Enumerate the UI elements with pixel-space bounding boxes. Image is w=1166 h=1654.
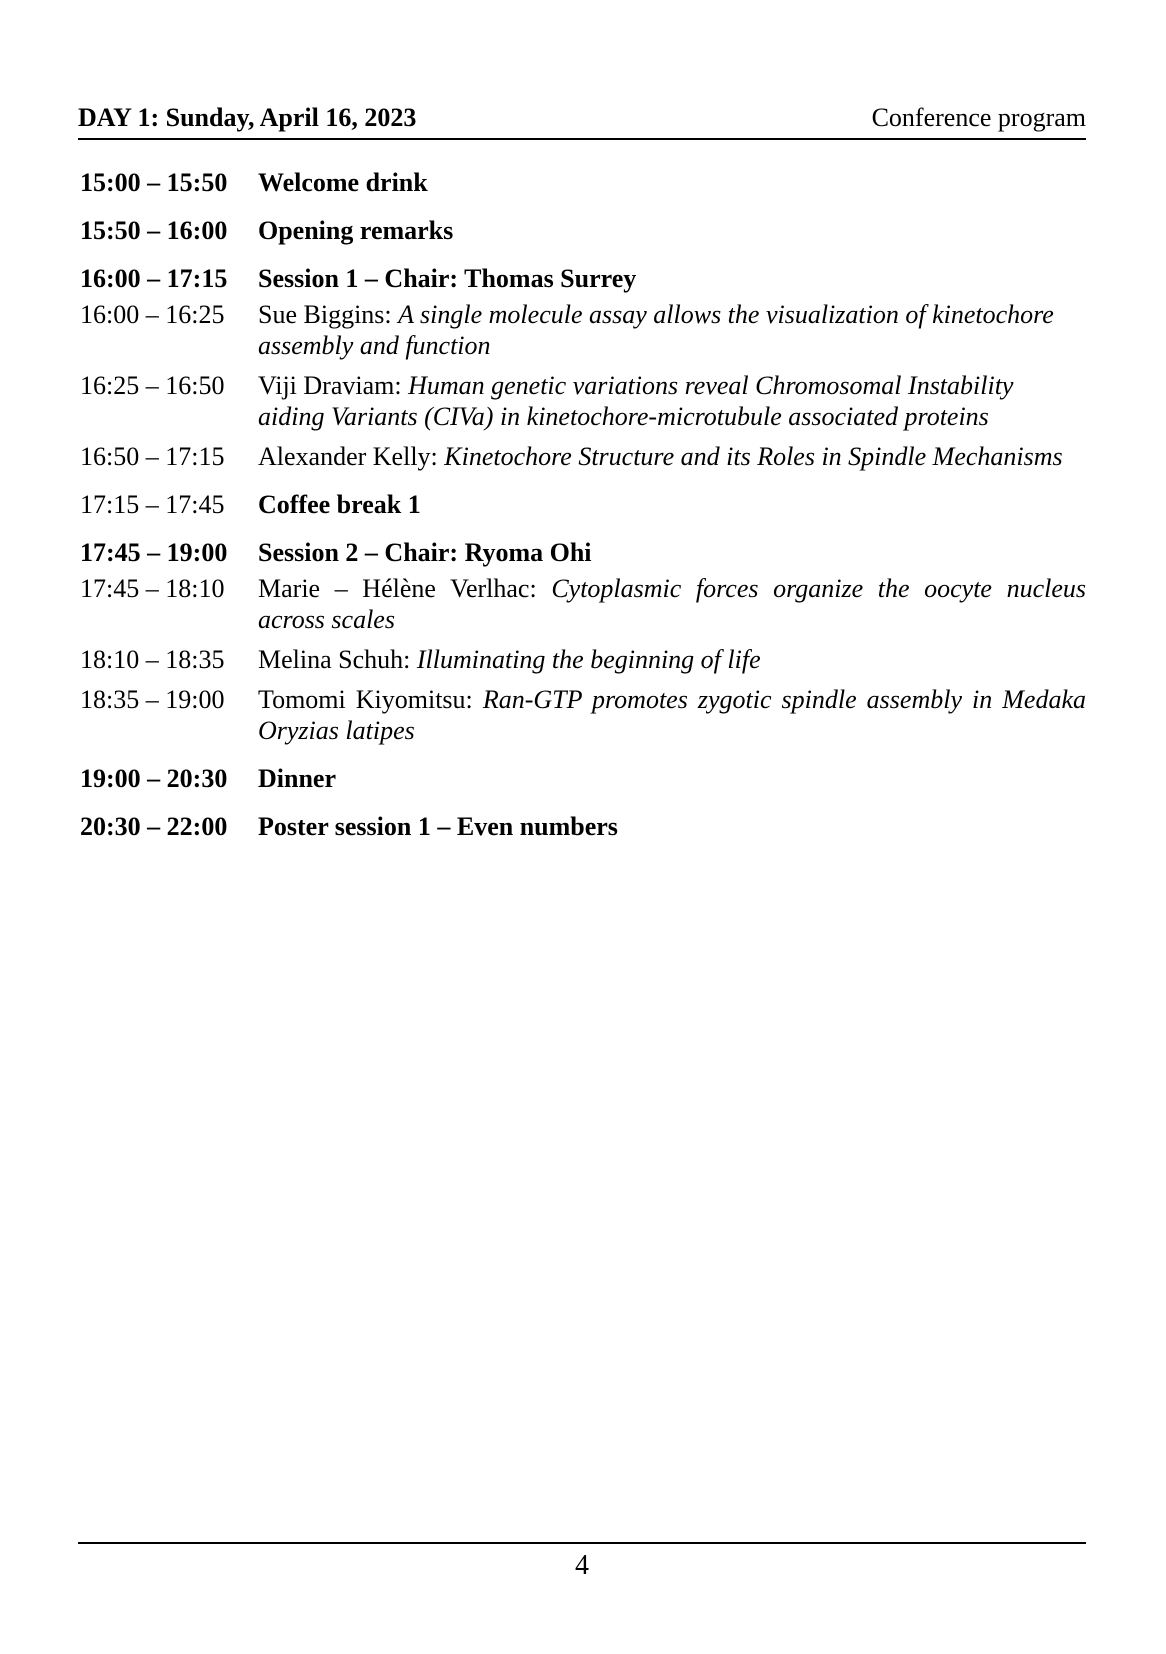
schedule-item-dinner [80, 763, 1086, 794]
talk-item [80, 644, 1086, 675]
talk-speaker: Melina Schuh: [258, 645, 411, 674]
talk-time: 17:45 – 18:10 [80, 574, 225, 603]
schedule-item-coffee-break [80, 489, 1086, 520]
talk-title: Ran-GTP promotes zygotic spindle assembly in Medaka Oryzias latipes [258, 685, 1087, 745]
schedule-time: 17:45 – 19:00 [80, 538, 228, 567]
talk-title: Human genetic variations reveal Chromosomal Instability aiding Variants (CIVa) in kinetochore-microtubule associated proteins [258, 371, 1014, 431]
schedule-time: 15:50 – 16:00 [80, 216, 228, 245]
talk-item [80, 370, 1086, 432]
talk-speaker: Tomomi Kiyomitsu: [258, 685, 473, 714]
schedule-label: Session 1 – Chair: Thomas Surrey [258, 264, 637, 293]
schedule-label: Opening remarks [258, 216, 454, 245]
schedule-time: 19:00 – 20:30 [80, 764, 228, 793]
talk-description [258, 441, 1086, 472]
talk-time: 16:25 – 16:50 [80, 371, 225, 400]
schedule-item-session-1 [80, 263, 1086, 294]
schedule-label: Dinner [258, 764, 336, 793]
talk-time: 18:35 – 19:00 [80, 685, 225, 714]
schedule-time: 16:00 – 17:15 [80, 264, 228, 293]
day-heading: DAY 1: Sunday, April 16, 2023 [78, 103, 417, 132]
talk-time: 16:00 – 16:25 [80, 300, 225, 329]
schedule-item-poster-session-1 [80, 811, 1086, 842]
talk-item [80, 573, 1086, 635]
talk-title: A single molecule assay allows the visualization of kinetochore assembly and function [258, 300, 1054, 360]
schedule-item-session-2 [80, 537, 1086, 568]
talk-speaker: Alexander Kelly: [258, 442, 438, 471]
program-schedule [80, 167, 1086, 842]
page-header [78, 98, 1086, 140]
talk-item [80, 299, 1086, 361]
talk-description [258, 573, 1086, 635]
talk-description [258, 684, 1086, 746]
schedule-label: Poster session 1 – Even numbers [258, 812, 618, 841]
schedule-time: 20:30 – 22:00 [80, 812, 228, 841]
schedule-item-welcome-drink [80, 167, 1086, 198]
talk-title: Cytoplasmic forces organize the oocyte nucleus across scales [258, 574, 1086, 634]
page-footer [78, 1542, 1086, 1581]
talk-speaker: Viji Draviam: [258, 371, 402, 400]
talk-time: 16:50 – 17:15 [80, 442, 225, 471]
talk-time: 18:10 – 18:35 [80, 645, 225, 674]
talk-description [258, 299, 1086, 361]
talk-item [80, 441, 1086, 472]
schedule-time: 17:15 – 17:45 [80, 490, 225, 519]
talk-speaker: Marie – Hélène Verlhac: [258, 574, 537, 603]
schedule-label: Coffee break 1 [258, 490, 421, 519]
schedule-time: 15:00 – 15:50 [80, 168, 228, 197]
talk-item [80, 684, 1086, 746]
schedule-label: Welcome drink [258, 168, 428, 197]
talk-title: Kinetochore Structure and its Roles in Spindle Mechanisms [444, 442, 1063, 471]
talk-description [258, 644, 1086, 675]
section-title: Conference program [871, 103, 1086, 132]
schedule-item-opening-remarks [80, 215, 1086, 246]
talk-title: Illuminating the beginning of life [416, 645, 761, 674]
schedule-label: Session 2 – Chair: Ryoma Ohi [258, 538, 592, 567]
page-number: 4 [575, 1550, 589, 1581]
talk-speaker: Sue Biggins: [258, 300, 392, 329]
talk-description [258, 370, 1086, 432]
